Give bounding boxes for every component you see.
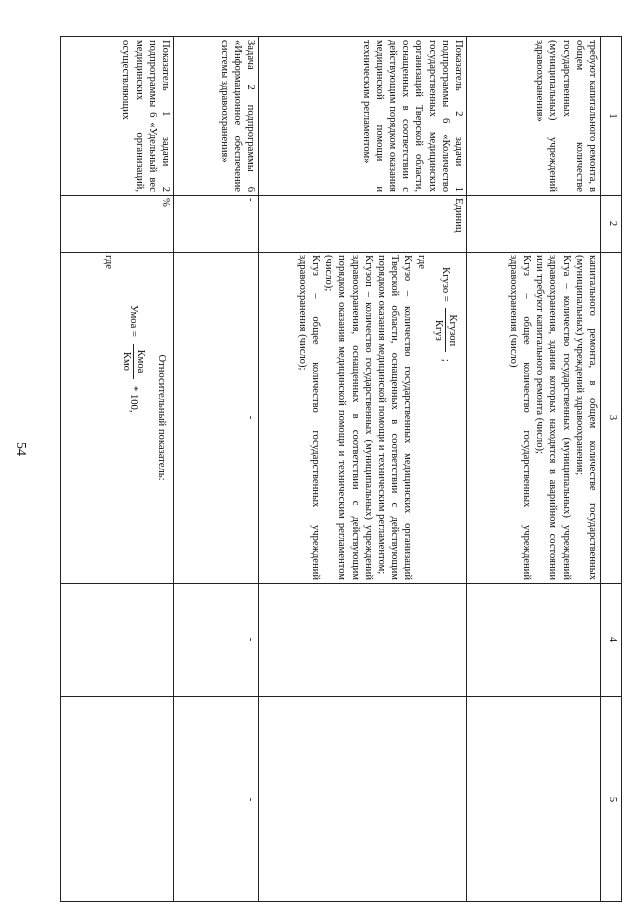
- method-text: где: [103, 255, 115, 269]
- col5-cell: -: [245, 797, 256, 802]
- method-text: Кгуз – общее количество государственных учреждений здравоохранения (число): [507, 255, 532, 580]
- indicator-name: Показатель 1 задачи 2 подпрограммы 6 «Удельный вес медицинских организаций, осуществляющих: [120, 40, 171, 192]
- formula-fraction: [432, 308, 459, 352]
- header-cell-5: 5: [607, 796, 618, 803]
- table-header: [600, 37, 621, 901]
- unit-cell: %: [160, 198, 171, 207]
- formula-denominator: Кмо: [120, 351, 132, 371]
- method-text: Кгузо – количество государственных медицинских организаций Тверской области, оснащенных в соответствии с действующим порядком оказания медицинской помощи и техническим регламентом;: [375, 255, 414, 580]
- header-cell-4: 4: [607, 636, 618, 643]
- formula-fraction: [119, 344, 146, 380]
- col5-cell: [170, 696, 174, 903]
- table-row: [258, 37, 467, 901]
- header-cell-3: 3: [607, 414, 618, 421]
- col4-cell: [170, 583, 174, 696]
- formula-title: Относительный показатель:: [156, 354, 167, 481]
- indicator-name: требуют капитального ремонта, в общем количестве государственных (муниципальных) учреждений здравоохранения»: [534, 40, 598, 192]
- unit-cell: [597, 195, 601, 252]
- method-text: капитального ремонта, в общем количестве государственных (муниципальных) учреждений здравоохранения;: [573, 255, 598, 580]
- method-text: где: [415, 255, 427, 269]
- formula-numerator: Кмоа: [133, 344, 147, 380]
- task-name: Задача 2 подпрограммы 6 «Информационное обеспечение системы здравоохранения»: [218, 40, 256, 192]
- table-row: [61, 37, 174, 901]
- formula: [432, 267, 459, 580]
- unit-cell: Единиц: [453, 198, 464, 233]
- col5-cell: [463, 696, 467, 903]
- formula-tail: ;: [439, 358, 451, 362]
- formula-lhs: Кгузо =: [439, 267, 451, 302]
- formula-denominator: Кгуз: [432, 319, 444, 341]
- col5-cell: [597, 696, 601, 903]
- formula-tail: * 100,: [127, 386, 139, 413]
- col4-cell: [463, 583, 467, 696]
- method-text: -: [245, 415, 256, 420]
- indicator-name: Показатель 2 задачи 1 подпрограммы 6 «Количество государственных медицинских организаций Тверской области, оснащенных в соответствии с действующим порядком оказания медицинской помощи и техническим регламентом»: [360, 40, 464, 192]
- col4-cell: -: [245, 637, 256, 642]
- method-text: Кгуа – количество государственных (муниципальных) учреждений здравоохранения, здания которых находятся в аварийном состоянии или требуют капитального ремонта (число);: [534, 255, 572, 580]
- table-row: [173, 37, 259, 901]
- formula-numerator: Кгузоп: [445, 308, 459, 352]
- header-cell-2: 2: [607, 220, 618, 227]
- formula-lhs: Умоа =: [127, 305, 139, 337]
- indicator-table: [60, 36, 622, 902]
- header-cell-1: 1: [607, 113, 618, 119]
- col4-cell: [597, 583, 601, 696]
- formula: [119, 305, 146, 580]
- method-text: Кгузоп – количество государственных (муниципальных) учреждений здравоохранения, оснащенных в соответствии с действующим порядком оказания медицинской помощи и техническим регламентом (число);: [323, 255, 374, 580]
- page-number: 54: [13, 442, 28, 456]
- unit-cell: -: [245, 198, 256, 202]
- table-row: [466, 37, 601, 901]
- method-text: Кгуз – общее количество государственных учреждений здравоохранения (число);: [296, 255, 321, 580]
